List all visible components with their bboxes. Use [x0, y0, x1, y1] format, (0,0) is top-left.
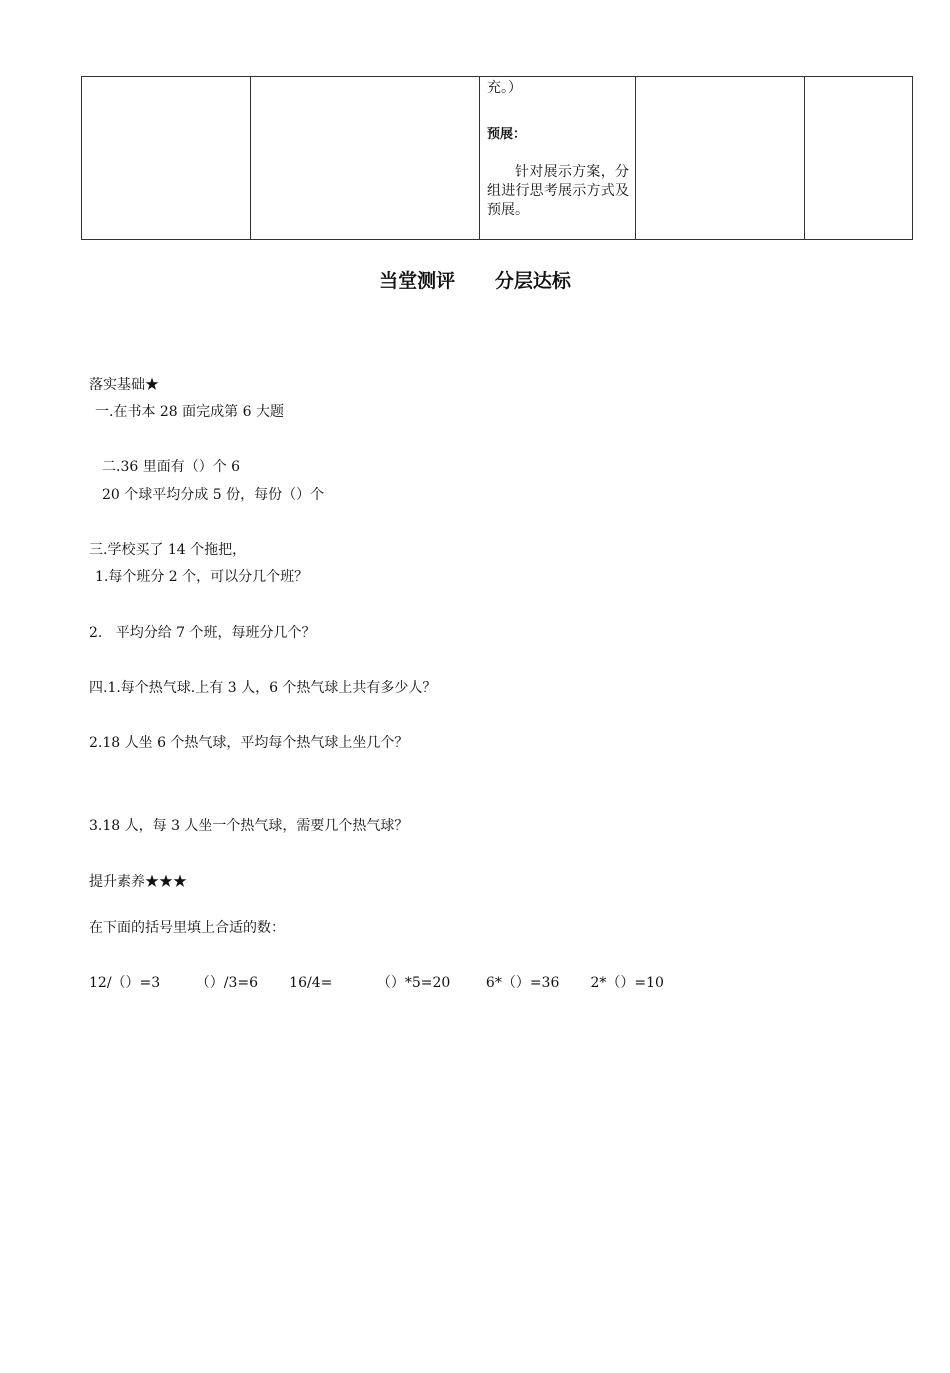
question-2a: 二.36 里面有（）个 6 — [102, 459, 241, 475]
question-2b: 20 个球平均分成 5 份，每份（）个 — [102, 487, 325, 503]
fill-in-equations: 12/（）=3 （）/3=6 16/4= （）*5=20 6*（）=36 2*（）=10 — [89, 975, 664, 991]
basic-level-heading: 落实基础★ — [89, 377, 159, 393]
cell-continuation-text: 充。） — [487, 80, 522, 96]
lesson-table — [81, 76, 913, 240]
extension-label: 预展： — [487, 127, 527, 142]
question-4-3: 3.18 人，每 3 人坐一个热气球，需要几个热气球？ — [89, 818, 409, 834]
question-1: 一.在书本 28 面完成第 6 大题 — [95, 404, 284, 420]
question-3: 三.学校买了 14 个拖把， — [89, 542, 247, 558]
section-title: 当堂测评 分层达标 — [379, 270, 571, 292]
table-cell-3 — [480, 77, 636, 240]
table-cell-1 — [82, 77, 251, 240]
extension-text: 针对展示方案，分组进行思考展示方式及预展。 — [487, 164, 629, 218]
table-cell-4 — [636, 77, 805, 240]
question-4-2: 2.18 人坐 6 个热气球，平均每个热气球上坐几个？ — [89, 735, 409, 751]
question-3-1: 1.每个班分 2 个，可以分几个班？ — [95, 569, 309, 585]
question-4-1: 四.1.每个热气球.上有 3 人，6 个热气球上共有多少人？ — [89, 680, 437, 696]
question-3-2: 2. 平均分给 7 个班，每班分几个？ — [89, 625, 316, 641]
table-cell-2 — [251, 77, 480, 240]
fill-in-instruction: 在下面的括号里填上合适的数： — [89, 920, 285, 936]
table-cell-5 — [805, 77, 913, 240]
advanced-level-heading: 提升素养★★★ — [89, 874, 187, 890]
